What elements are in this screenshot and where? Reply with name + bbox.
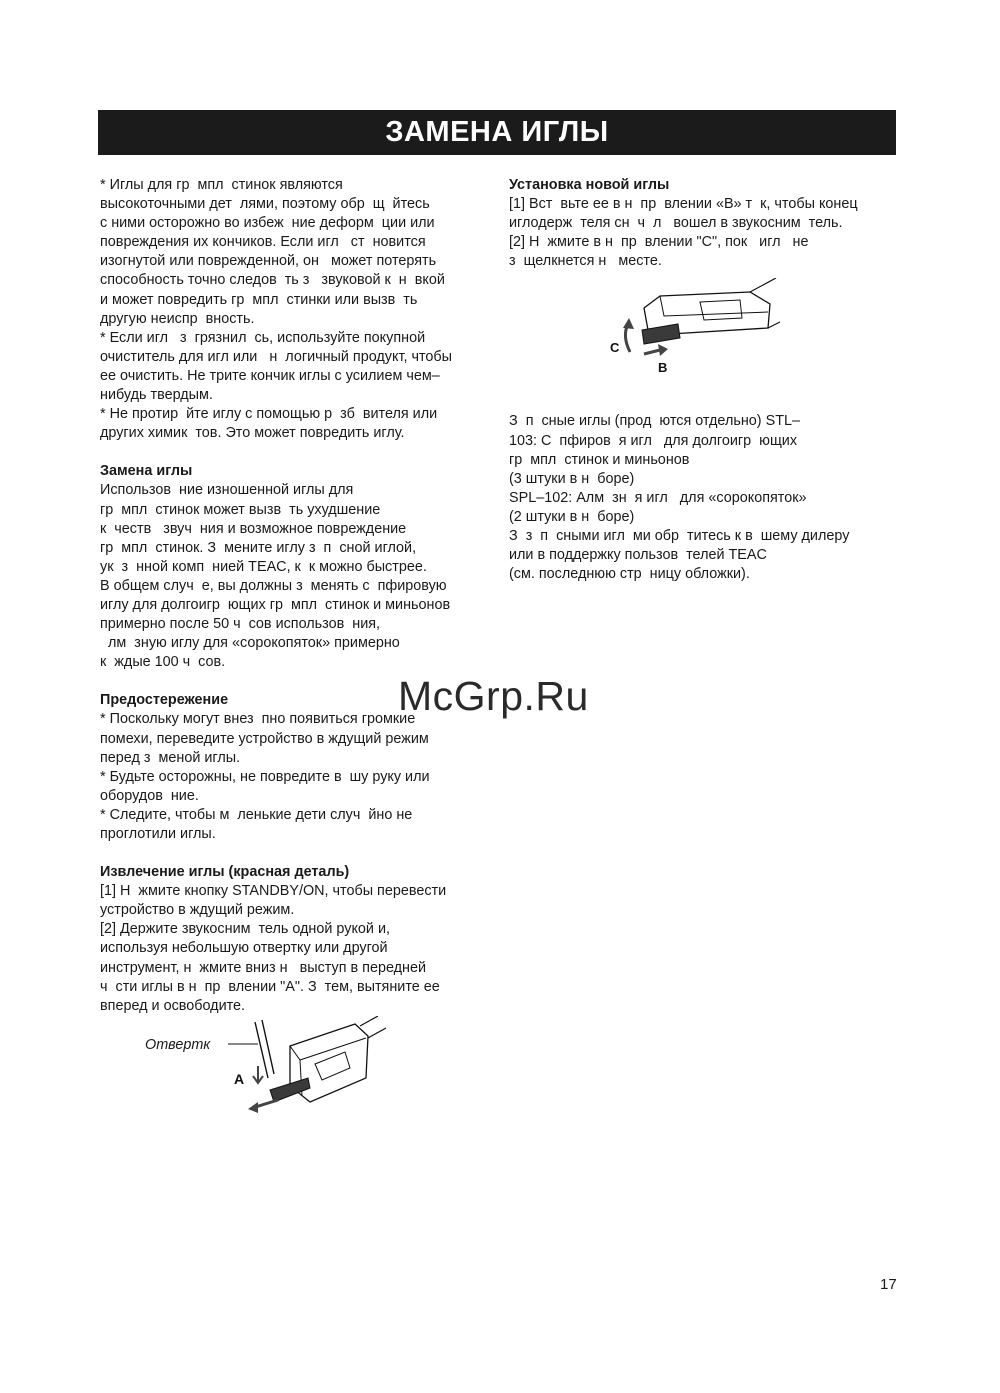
text-line: з щелкнется н месте. (509, 253, 662, 270)
text-line: (2 штуки в н боре) (509, 508, 635, 525)
text-line: З п сные иглы (прод ются отдельно) STL– (509, 413, 800, 430)
figure-letter-c: C (610, 340, 620, 355)
replace-section (100, 462, 500, 672)
removal-section (100, 863, 500, 1016)
text-line: примерно после 50 ч сов использов ния, (100, 616, 381, 633)
screwdriver-label: Отвертк (145, 1037, 211, 1053)
text-line: или в поддержку пользов телей TEAC (509, 547, 767, 564)
page-number: 17 (880, 1276, 897, 1293)
text-line: иглодерж теля сн ч л вошел в звукосним тель. (509, 215, 843, 232)
text-line: перед з меной иглы. (100, 749, 241, 766)
text-line: очиститель для игл или н логичный продукт, чтобы (100, 348, 452, 365)
text-line: ч сти иглы в н пр влении "A". З тем, вытяните ее (100, 978, 440, 995)
text-line: помехи, переведите устройство в ждущий режим (100, 730, 429, 747)
text-line: (3 штуки в н боре) (509, 470, 635, 487)
text-line: (см. последнюю стр ницу обложки). (509, 566, 750, 583)
text-line: к ждые 100 ч сов. (100, 654, 226, 671)
spares-section (509, 412, 909, 584)
text-line: ук з нной комп нией TEAC, к к можно быстрее. (100, 558, 427, 575)
text-line: З з п сными игл ми обр титесь к в шему дилеру (509, 528, 850, 545)
figure-letter-a: A (234, 1071, 245, 1087)
text-line: гр мпл стинок и миньонов (509, 451, 690, 468)
text-line: * Следите, чтобы м ленькие дети случ йно не (100, 806, 413, 823)
text-line: ее очистить. Не трите кончик иглы с усилием чем– (100, 367, 440, 384)
text-line: с ними осторожно во избеж ние деформ ции или (100, 215, 435, 232)
text-line: других химик тов. Это может повредить иглу. (100, 425, 405, 442)
left-column (100, 176, 500, 1016)
right-column (509, 176, 909, 584)
text-line: SPL–102: Алм зн я игл для «сорокопяток» (509, 489, 807, 506)
text-line: вперед и освободите. (100, 997, 246, 1014)
needle-removal-figure (140, 1016, 400, 1126)
text-line: гр мпл стинок. З мените иглу з п сной иглой, (100, 539, 417, 556)
watermark: McGrp.Ru (398, 673, 589, 719)
text-line: [1] Н жмите кнопку STANDBY/ON, чтобы перевести (100, 883, 447, 900)
install-heading: Установка новой иглы (509, 177, 670, 193)
text-line: гр мпл стинок может вызв ть ухудшение (100, 501, 381, 518)
text-line: высокоточными дет лями, поэтому обр щ йтесь (100, 196, 430, 213)
text-line: изогнутой или поврежденной, он может потерять (100, 253, 437, 270)
text-line: оборудов ние. (100, 787, 199, 804)
text-line: проглотили иглы. (100, 826, 216, 842)
text-line: 103: С пфиров я игл для долгоигр ющих (509, 432, 798, 449)
text-line: * Поскольку могут внез пно появиться громкие (100, 711, 416, 728)
text-line: повреждения их кончиков. Если игл ст новится (100, 234, 426, 251)
text-line: [1] Вст вьте ее в н пр влении «B» т к, чтобы конец (509, 196, 858, 213)
text-line: * Будьте осторожны, не повредите в шу руку или (100, 768, 430, 785)
text-line: другую неиспр вность. (100, 310, 255, 327)
text-line: устройство в ждущий режим. (100, 902, 295, 919)
text-line: и может повредить гр мпл стинки или вызв ть (100, 291, 418, 308)
text-line: используя небольшую отвертку или другой (100, 940, 388, 957)
text-line: инструмент, н жмите вниз н выступ в передней (100, 959, 427, 976)
page-title: ЗАМЕНА ИГЛЫ (385, 116, 609, 148)
section-title-banner (98, 110, 896, 155)
text-line: иглу для долгоигр ющих гр мпл стинок и миньонов (100, 596, 451, 613)
text-line: нибудь твердым. (100, 387, 213, 404)
text-line: [2] Держите звукосним тель одной рукой и, (100, 921, 390, 938)
intro-paragraph (100, 176, 500, 443)
text-line: способность точно следов ть з звуковой к н вкой (100, 272, 445, 289)
figure-letter-b: B (658, 360, 668, 375)
install-section (509, 176, 909, 271)
text-line: * Не протир йте иглу с помощью р зб вителя или (100, 406, 438, 423)
needle-install-figure (600, 278, 780, 378)
caution-heading: Предостережение (100, 692, 229, 709)
text-line: В общем случ е, вы должны з менять с пфировую (100, 577, 447, 594)
text-line: лм зную иглу для «сорокопяток» примерно (100, 635, 400, 652)
removal-heading: Извлечение иглы (красная деталь) (100, 864, 350, 881)
text-line: Использов ние изношенной иглы для (100, 482, 354, 499)
text-line: [2] Н жмите в н пр влении "C", пок игл не (509, 234, 809, 251)
text-line: * Если игл з грязнил сь, используйте покупной (100, 329, 426, 346)
text-line: к честв звуч ния и возможное повреждение (100, 520, 407, 537)
replace-heading: Замена иглы (100, 463, 193, 480)
text-line: * Иглы для гр мпл стинок являются (100, 177, 343, 193)
